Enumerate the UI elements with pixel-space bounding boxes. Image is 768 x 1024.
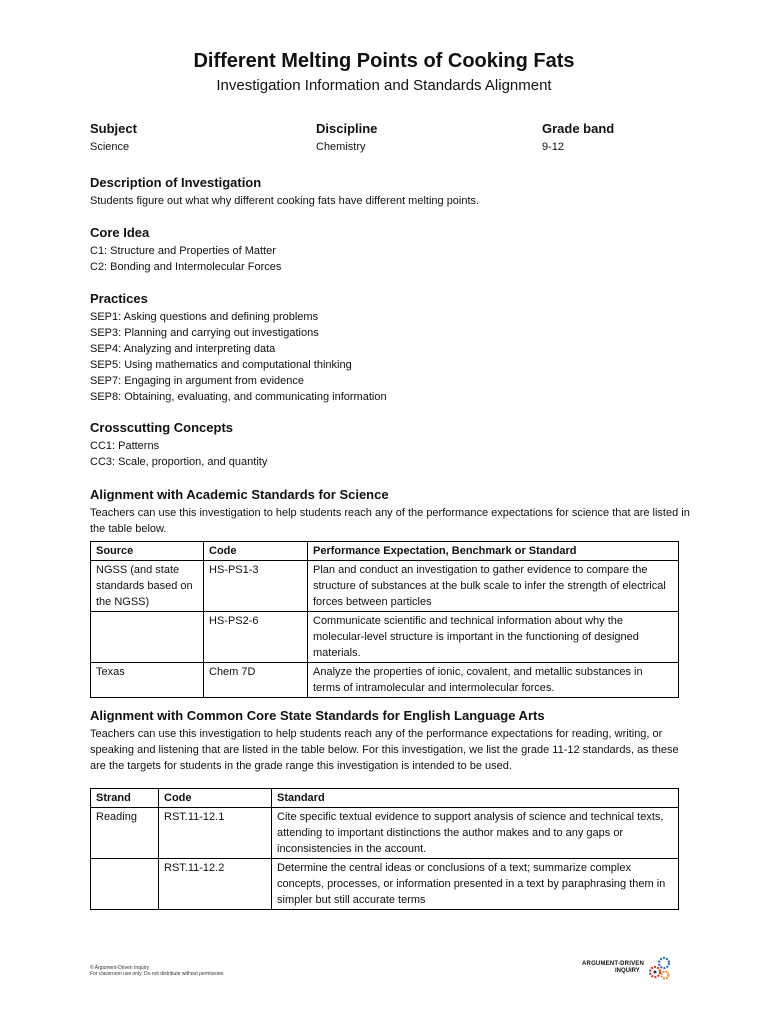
strand-cell: Reading (91, 808, 159, 859)
code-cell: HS-PS1-3 (204, 561, 308, 612)
copyright-line: © Argument-Driven Inquiry (90, 965, 149, 971)
table-row (91, 663, 679, 698)
standard-cell: Plan and conduct an investigation to gather evidence to compare the structure of substances at the bulk scale to infer the strength of electrical forces between particles (308, 561, 679, 612)
table-row (91, 808, 679, 859)
description-section (90, 175, 690, 209)
practice-item: SEP4: Analyzing and interpreting data (90, 343, 276, 355)
table-row (91, 612, 679, 663)
grade-label: Grade band (542, 121, 615, 136)
table-header-row (91, 542, 679, 561)
discipline-value: Chemistry (316, 141, 366, 153)
code-cell: HS-PS2-6 (204, 612, 308, 663)
copyright-footer (90, 965, 225, 977)
science-alignment-section (90, 487, 690, 537)
description-heading: Description of Investigation (90, 175, 262, 190)
discipline-label: Discipline (316, 121, 378, 136)
gears-icon (646, 955, 672, 981)
crosscutting-item: CC3: Scale, proportion, and quantity (90, 456, 268, 468)
subject-label: Subject (90, 121, 137, 136)
page-subtitle: Investigation Information and Standards Alignment (216, 77, 552, 94)
ela-alignment-text: Teachers can use this investigation to help students reach any of the performance expectations for reading, writing, or speaking and listening that are listed in the table below. For this investigation, we list the grade 11-12 standards, as these are the targets for students in the grade range this investigation is intended to be used. (90, 728, 679, 772)
core-idea-heading: Core Idea (90, 225, 150, 240)
column-header: Source (91, 542, 204, 561)
practice-item: SEP3: Planning and carrying out investigations (90, 327, 319, 339)
column-header: Standard (272, 789, 679, 808)
logo-text-line1: ARGUMENT-DRIVEN (582, 961, 645, 967)
core-idea-item: C1: Structure and Properties of Matter (90, 245, 276, 257)
adi-logo (582, 955, 672, 981)
code-cell: RST.11-12.1 (159, 808, 272, 859)
table-header-row (91, 789, 679, 808)
science-standards-table (90, 541, 679, 698)
practices-heading: Practices (90, 291, 148, 306)
core-idea-item: C2: Bonding and Intermolecular Forces (90, 261, 282, 273)
usage-line: For classroom use only. Do not distribute without permission. (90, 971, 225, 977)
subject-column (90, 121, 137, 153)
practice-item: SEP7: Engaging in argument from evidence (90, 375, 305, 387)
core-idea-section (90, 225, 690, 275)
code-cell: Chem 7D (204, 663, 308, 698)
grade-value: 9-12 (542, 141, 565, 153)
practice-item: SEP1: Asking questions and defining problems (90, 311, 319, 323)
standard-cell: Determine the central ideas or conclusions of a text; summarize complex concepts, processes, or information presented in a text by paraphrasing them in simpler but still accurate terms (272, 859, 679, 910)
subject-value: Science (90, 141, 130, 153)
ela-standards-table (90, 788, 679, 910)
ela-alignment-heading: Alignment with Common Core State Standards for English Language Arts (90, 708, 545, 723)
column-header: Code (159, 789, 272, 808)
table-row (91, 859, 679, 910)
column-header: Strand (91, 789, 159, 808)
practices-section (90, 291, 690, 405)
standard-cell: Analyze the properties of ionic, covalent, and metallic substances in terms of intramolecular and intermolecular forces. (308, 663, 679, 698)
standard-cell: Communicate scientific and technical information about why the molecular-level structure is important in the functioning of designed materials. (308, 612, 679, 663)
ela-alignment-section (90, 708, 690, 774)
discipline-column (316, 121, 377, 153)
source-cell: NGSS (and state standards based on the NGSS) (91, 561, 204, 612)
code-cell: RST.11-12.2 (159, 859, 272, 910)
science-alignment-heading: Alignment with Academic Standards for Science (90, 487, 389, 502)
crosscutting-item: CC1: Patterns (90, 440, 160, 452)
source-cell: Texas (91, 663, 204, 698)
strand-cell (91, 859, 159, 910)
practice-item: SEP8: Obtaining, evaluating, and communicating information (90, 391, 387, 403)
page-title: Different Melting Points of Cooking Fats (193, 50, 575, 72)
crosscutting-section (90, 420, 690, 470)
column-header: Performance Expectation, Benchmark or Standard (308, 542, 679, 561)
logo-text-line2: INQUIRY (615, 968, 640, 974)
description-text: Students figure out what why different cooking fats have different melting points. (90, 195, 480, 207)
column-header: Code (204, 542, 308, 561)
crosscutting-heading: Crosscutting Concepts (90, 420, 234, 435)
grade-column (542, 121, 614, 153)
source-cell (91, 612, 204, 663)
science-alignment-text: Teachers can use this investigation to help students reach any of the performance expectations for science that are listed in the table below. (90, 507, 690, 535)
table-row (91, 561, 679, 612)
practice-item: SEP5: Using mathematics and computational thinking (90, 359, 352, 371)
standard-cell: Cite specific textual evidence to support analysis of science and technical texts, attending to important distinctions the author makes and to any gaps or inconsistencies in the account. (272, 808, 679, 859)
